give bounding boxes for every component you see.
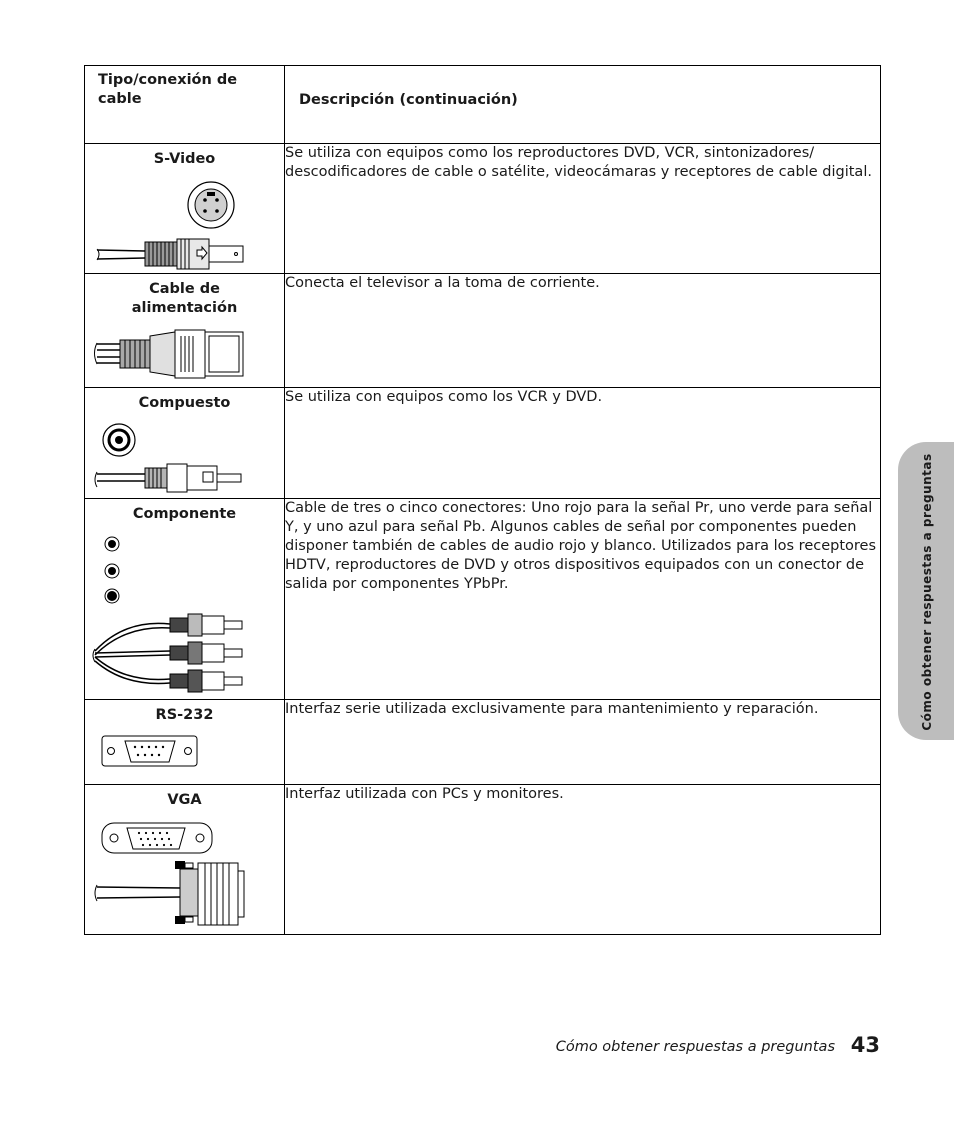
s-video-connector-icon <box>85 144 285 274</box>
cable-type-cell <box>85 144 285 274</box>
cable-type-cell <box>85 388 285 499</box>
component-connector-icon <box>85 499 285 700</box>
vga-connector-icon <box>85 785 285 935</box>
cable-type-title: S-Video <box>153 151 216 167</box>
table-row <box>85 144 881 274</box>
page-number: 43 <box>850 1033 880 1057</box>
side-tab-label: Cómo obtener respuestas a preguntas <box>920 453 934 731</box>
table-row <box>85 700 881 785</box>
table-header <box>85 66 881 144</box>
description-cell: Interfaz utilizada con PCs y monitores. <box>285 785 881 935</box>
cable-table <box>84 65 881 935</box>
cable-type-cell <box>85 785 285 935</box>
rs232-connector-icon <box>85 700 285 785</box>
description-cell: Interfaz serie utilizada exclusivamente para mantenimiento y reparación. <box>285 700 881 785</box>
cable-type-title: VGA <box>167 792 202 808</box>
header-description: Descripción (continuación) <box>285 66 881 144</box>
cable-type-title: RS-232 <box>155 707 214 723</box>
table-row <box>85 785 881 935</box>
power-cable-icon <box>85 274 285 388</box>
table-row <box>85 274 881 388</box>
cable-type-title: Compuesto <box>138 395 231 411</box>
footer-chapter-title: Cómo obtener respuestas a preguntas <box>555 1039 835 1055</box>
cable-type-cell <box>85 499 285 700</box>
header-cable-type: Tipo/conexión de cable <box>85 66 285 144</box>
table-row <box>85 388 881 499</box>
description-cell: Conecta el televisor a la toma de corriente. <box>285 274 881 388</box>
description-cell: Cable de tres o cinco conectores: Uno rojo para la señal Pr, uno verde para señal Y, y uno azul para señal Pb. Algunos cables de señal por componentes pueden disponer también de cables de audio rojo y blanco. Utilizados para los receptores HDTV, reproductores de DVD y otros dispositivos equipados con un conector de salida por componentes YPbPr. <box>285 499 881 700</box>
description-cell: Se utiliza con equipos como los VCR y DVD. <box>285 388 881 499</box>
cable-type-title: Cable de alimentación <box>131 281 238 316</box>
table-row <box>85 499 881 700</box>
composite-connector-icon <box>85 388 285 499</box>
cable-type-cell <box>85 700 285 785</box>
cable-type-cell <box>85 274 285 388</box>
description-cell: Se utiliza con equipos como los reproductores DVD, VCR, sintonizadores/ descodificadores de cable o satélite, videocámaras y receptores de cable digital. <box>285 144 881 274</box>
cable-type-title: Componente <box>132 506 237 522</box>
